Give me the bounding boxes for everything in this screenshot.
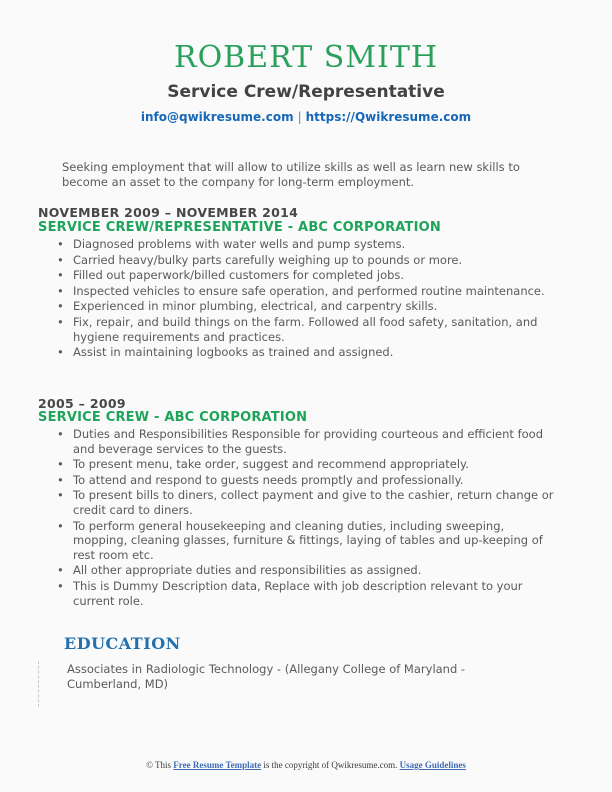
candidate-name: ROBERT SMITH bbox=[173, 40, 439, 75]
bullet-item: • Diagnosed problems with water wells and pump systems. bbox=[38, 237, 562, 252]
job2-dates: 2005 – 2009 bbox=[38, 396, 126, 411]
bullet-item: • Assist in maintaining logbooks as trained and assigned. bbox=[38, 345, 562, 360]
footer-text-middle: is the copyright of Qwikresume.com. bbox=[261, 760, 400, 770]
dashed-line-decoration bbox=[38, 661, 39, 707]
free-resume-template-link[interactable]: Free Resume Template bbox=[173, 760, 262, 770]
usage-guidelines-link[interactable]: Usage Guidelines bbox=[399, 760, 466, 770]
job1-bullet-list bbox=[38, 237, 562, 361]
email-link[interactable]: info@qwikresume.com bbox=[140, 110, 294, 124]
bullet-item: • To perform general housekeeping and cleaning duties, including sweeping, mopping, cleaning glasses, furniture & fittings, laying of tables and up-keeping of rest room etc. bbox=[38, 519, 562, 563]
website-link[interactable]: https://Qwikresume.com bbox=[305, 110, 472, 124]
contact-line bbox=[0, 110, 612, 124]
footer-text-prefix: © This bbox=[146, 760, 174, 770]
education-section-heading: EDUCATION bbox=[64, 634, 181, 653]
job2-bullet-list bbox=[38, 427, 562, 609]
contact-separator: | bbox=[297, 110, 302, 124]
bullet-item: • Experienced in minor plumbing, electrical, and carpentry skills. bbox=[38, 299, 562, 314]
bullet-item: • To attend and respond to guests needs promptly and professionally. bbox=[38, 473, 562, 488]
bullet-item: • Carried heavy/bulky parts carefully weighing up to pounds or more. bbox=[38, 253, 562, 268]
bullet-item: • Fix, repair, and build things on the farm. Followed all food safety, sanitation, and hygiene requirements and practices. bbox=[38, 315, 562, 344]
candidate-job-title: Service Crew/Representative bbox=[167, 82, 445, 102]
bullet-item: • Duties and Responsibilities Responsible for providing courteous and efficient food and beverage services to the guests. bbox=[38, 427, 562, 456]
bullet-item: • Inspected vehicles to ensure safe operation, and performed routine maintenance. bbox=[38, 284, 562, 299]
bullet-item: • Filled out paperwork/billed customers for completed jobs. bbox=[38, 268, 562, 283]
bullet-item: • To present menu, take order, suggest and recommend appropriately. bbox=[38, 457, 562, 472]
job1-title: SERVICE CREW/REPRESENTATIVE - ABC CORPORATION bbox=[38, 220, 441, 235]
bullet-item: • This is Dummy Description data, Replace with job description relevant to your current role. bbox=[38, 579, 562, 608]
job1-dates: NOVEMBER 2009 – NOVEMBER 2014 bbox=[38, 205, 299, 220]
bullet-item: • To present bills to diners, collect payment and give to the cashier, return change or credit card to diners. bbox=[38, 488, 562, 517]
education-degree: Associates in Radiologic Technology - (Allegany College of Maryland - Cumberland, MD) bbox=[67, 662, 466, 691]
job2-title: SERVICE CREW - ABC CORPORATION bbox=[38, 410, 308, 425]
footer-copyright bbox=[0, 760, 612, 770]
bullet-item: • All other appropriate duties and responsibilities as assigned. bbox=[38, 563, 562, 578]
summary-paragraph: Seeking employment that will allow to utilize skills as well as learn new skills to become an asset to the company for long-term employment. bbox=[62, 160, 520, 189]
